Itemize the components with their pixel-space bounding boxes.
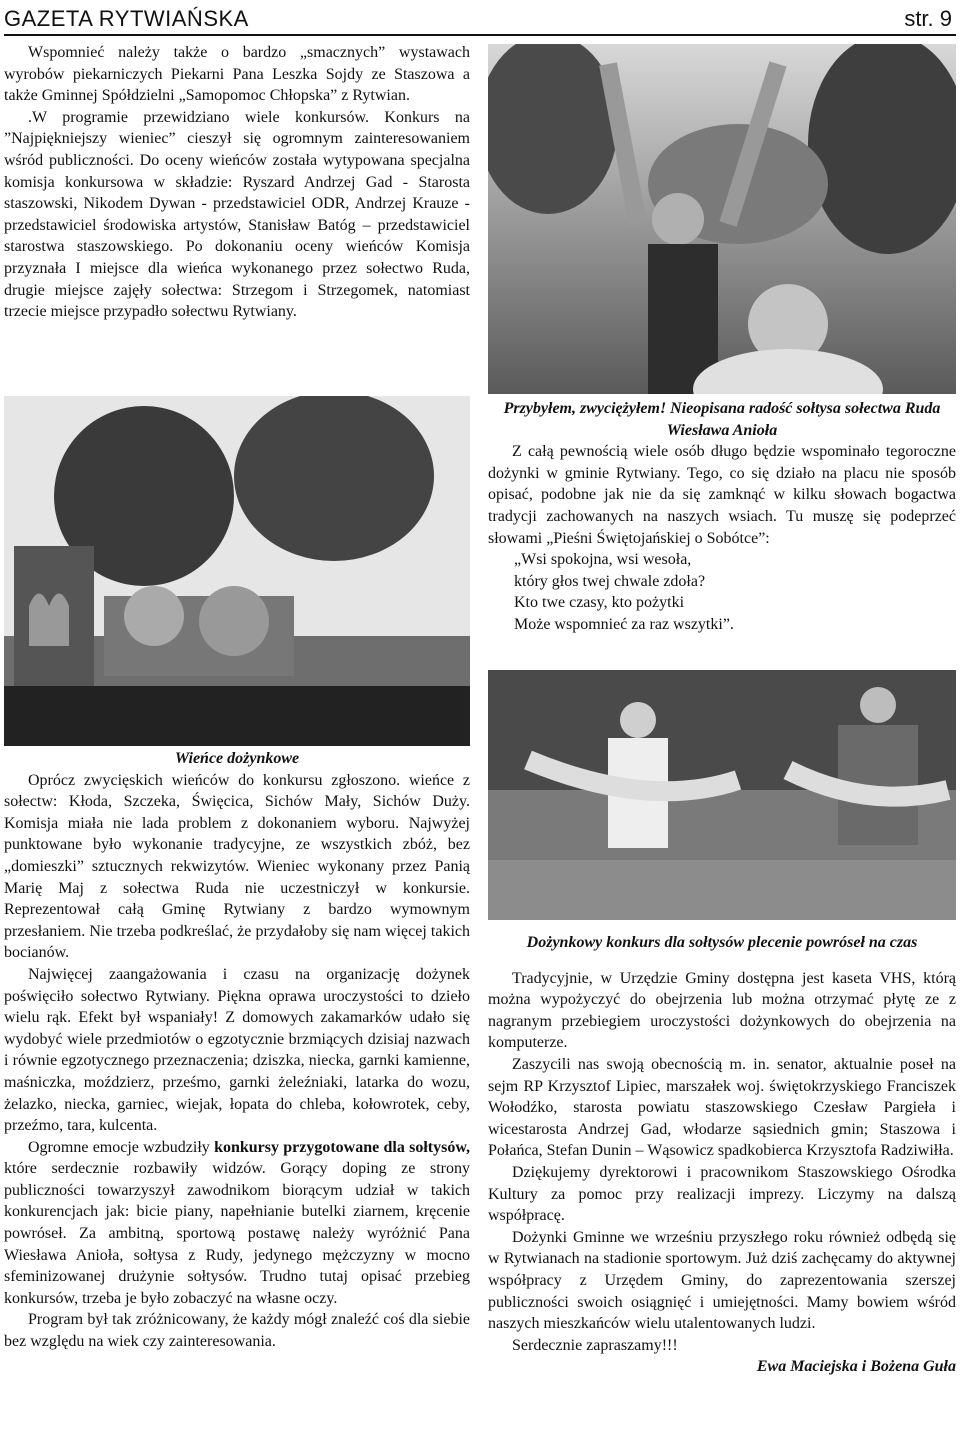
- newspaper-title: GAZETA RYTWIAŃSKA: [4, 6, 249, 31]
- paragraph: [4, 1137, 470, 1310]
- paragraph: Oprócz zwycięskich wieńców do konkursu zgłoszono. wieńce z sołectw: Kłoda, Szczeka, Święcica, Sichów Mały, Sichów Duży. Komisja miała nie lada problem z dokonaniem wyboru. Najwyżej punktowane było wykonanie tradycyjne, ze wszystkich zbóż, bez „domieszki” sztucznych rekwizytów. Wieniec wykonany przez Panią Marię Maj z sołectwa Ruda nie uczestniczył w konkursie. Reprezentował całą Gminę Rytwiany z bardzo wymownym przesłaniem. Nie trzeba podkreślać, że przydałoby się nam więcej takich bocianów.: [4, 771, 470, 962]
- author-signature: Ewa Maciejska i Bożena Guła: [756, 1358, 956, 1376]
- photo-illustration: [4, 396, 470, 746]
- paragraph: Program był tak zróżnicowany, że każdy mógł znaleźć coś dla siebie bez względu na wiek czy zainteresowania.: [4, 1311, 470, 1351]
- photo-harvest-wreaths: [4, 396, 470, 746]
- paragraph: Tradycyjnie, w Urzędzie Gminy dostępna jest kaseta VHS, którą można wypożyczyć do obejrzenia lub można otrzymać płytę ze z nagranym przebiegiem uroczystości dożynkowych do obejrzenia na komputerze.: [488, 969, 956, 1052]
- photo-caption: Dożynkowy konkurs dla sołtysów plecenie powróseł na czas: [526, 934, 918, 951]
- paragraph-rest: które serdecznie rozbawiły widzów. Gorący doping ze strony publiczności towarzyszył zawodnikom biorącym udział w takich konkurencjach jak: bicie piany, napełnianie butelki ziarnem, kręcenie powróseł. Za ambitną, sportową postawę należy wyróżnić Pana Wiesława Anioła, sołtysa z Rudy, jedynego mężczyzny w mocno sfeminizowanej drużynie sołtysów. Trudno tutaj opisać przebieg konkursów, trzeba je było zobaczyć na własne oczy.: [4, 1160, 470, 1307]
- right-column-bottom: [488, 932, 956, 1378]
- photo-caption: Wieńce dożynkowe: [174, 750, 300, 767]
- left-column-top: [4, 42, 470, 323]
- poem: [514, 549, 956, 635]
- poem-line: Kto twe czasy, kto pożytki: [514, 594, 685, 612]
- right-column-top: [488, 398, 956, 636]
- photo-caption: Przybyłem, zwyciężyłem! Nieopisana radość sołtysa sołectwa Ruda Wiesława Anioła: [503, 400, 941, 439]
- photo-celebrating-crowd: [488, 44, 956, 394]
- paragraph-start: Ogromne emocje wzbudziły: [28, 1138, 215, 1156]
- poem-line: Może wspomnieć za raz wszytki”.: [514, 615, 734, 633]
- paragraph: .W programie przewidziano wiele konkursów. Konkurs na ”Najpiękniejszy wieniec” cieszył się ogromnym zainteresowaniem wśród publiczności. Do oceny wieńców została wytypowana specjalna komisja konkursowa w składzie: Ryszard Andrzej Gad - Starosta staszowski, Nikodem Dywan - przedstawiciel ODR, Andrzej Krauze - przedstawiciel środowiska artystów, Stanisław Batóg – przedstawiciel starostwa staszowskiego. Po dokonaniu oceny wieńców Komisja przyznała I miejsce dla wieńca wykonanego przez sołectwo Ruda, drugie miejsce zajęły sołectwa: Strzegom i Strzegomek, natomiast trzecie miejsce przypadło sołectwu Rytwiany.: [4, 108, 470, 321]
- paragraph: Najwięcej zaangażowania i czasu na organizację dożynek poświęciło sołectwo Rytwiany. Piękna oprawa uroczystości to dzieło wielu rąk. Efekt był wspaniały! Z domowych zakamarków udało się wydobyć wiele przedmiotów o egzotycznie brzmiących dzisiaj nazwach i równie egzotycznego przeznaczenia; dziszka, niecka, garnki kamienne, maśniczka, moździerz, prześmo, garnki żeleźniaki, latarka do wozu, żelazko, niecka, garniec, wiejak, łopata do chleba, kołowrotek, ceby, przeźmo, tara, kulcenta.: [4, 965, 470, 1135]
- paragraph: Zaszycili nas swoją obecnością m. in. senator, aktualnie poseł na sejm RP Krzysztof Lipiec, marszałek woj. świętokrzyskiego Franciszek Wołodźko, starosta powiatu staszowskiego Czesław Pargieła i wicestarosta Andrzej Gad, włodarze sąsiednich gmin; Staszowa i Połańca, Stefan Dunin – Wąsowicz spadkobierca Krzysztofa Radziwiłła.: [488, 1055, 956, 1160]
- paragraph: Wspomnieć należy także o bardzo „smacznych” wystawach wyrobów piekarniczych Piekarni Pana Leszka Sojdy ze Staszowa a także Gminnej Spółdzielni „Samopomoc Chłopska” z Rytwian.: [4, 44, 470, 105]
- paragraph: Dożynki Gminne we wrześniu przyszłego roku również odbędą się w Rytwianach na stadionie sportowym. Już dziś zachęcamy do aktywnej współpracy z Urzędem Gminy, do zaprezentowania szerszej publiczności swoich osiągnięć i umiejętności. Mamy bowiem wśród naszych mieszkańców wielu utalentowanych ludzi.: [488, 1228, 956, 1333]
- poem-line: który głos twej chwale zdoła?: [514, 572, 706, 590]
- photo-illustration: [488, 670, 956, 920]
- paragraph: Z całą pewnością wiele osób długo będzie wspominało tegoroczne dożynki w gminie Rytwiany. Tego, co się działo na placu nie sposób opisać, podobne jak nie da się zamknąć w kilku słowach bogactwa tradycji zachowanych na naszych wsiach. Tu muszę się podeprzeć słowami „Pieśni Świętojańskiej o Sobótce”:: [488, 443, 956, 547]
- poem-line: „Wsi spokojna, wsi wesoła,: [514, 551, 692, 569]
- bold-phrase: konkursy przygotowane dla sołtysów,: [214, 1138, 470, 1156]
- left-column-bottom: [4, 748, 470, 1353]
- paragraph: Dziękujemy dyrektorowi i pracownikom Staszowskiego Ośrodka Kultury za pomoc przy realizacji imprezy. Liczymy na dalszą współpracę.: [488, 1163, 956, 1225]
- photo-illustration: [488, 44, 956, 394]
- page-number: str. 9: [904, 6, 952, 31]
- paragraph: Serdecznie zapraszamy!!!: [512, 1336, 678, 1354]
- page-header: [4, 4, 956, 36]
- photo-straw-plaiting: [488, 670, 956, 920]
